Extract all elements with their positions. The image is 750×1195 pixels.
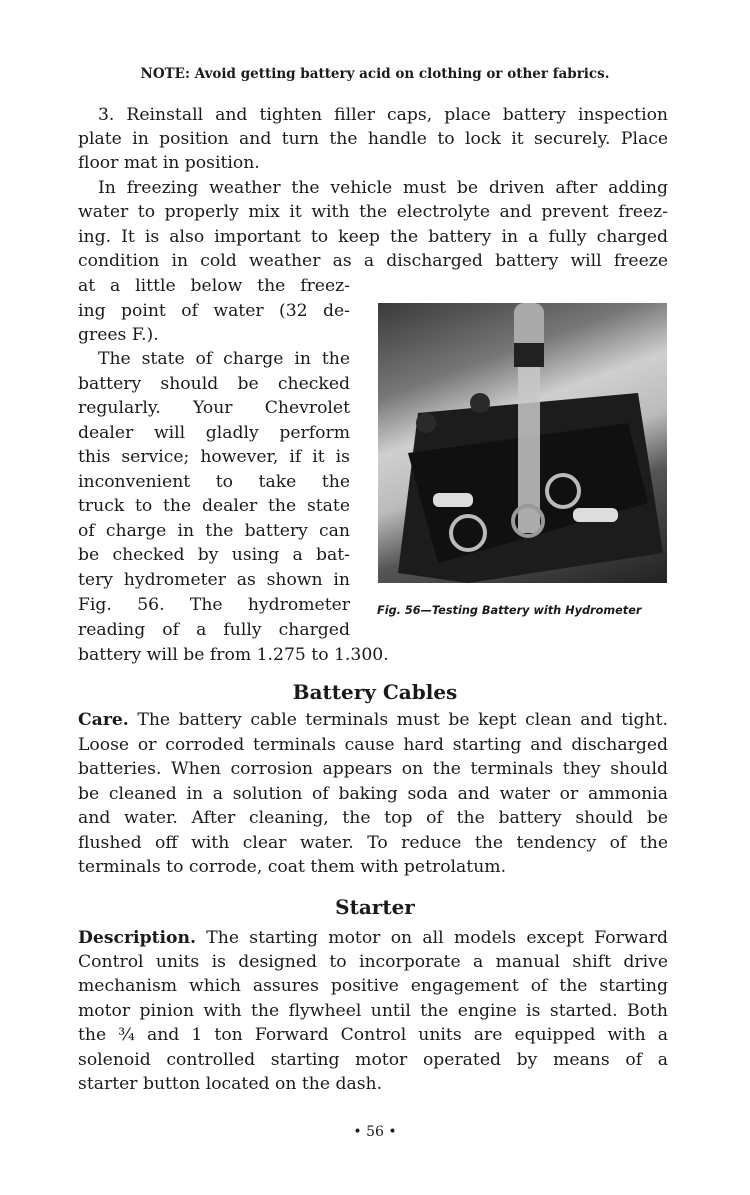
text-line — [78, 927, 668, 949]
hydrometer-photo — [378, 303, 667, 583]
text-line: solenoid controlled starting motor operated by means of a — [78, 1050, 668, 1070]
text-line: condition in cold weather as a discharged battery will freeze — [78, 251, 668, 271]
text-line: flushed off with clear water. To reduce the tendency of the — [78, 833, 668, 853]
text-line: dealer will gladly perform — [78, 423, 350, 443]
text-line: Fig. 56. The hydrometer — [78, 595, 350, 615]
text-line: grees F.). — [78, 325, 159, 345]
text-line: In freezing weather the vehicle must be driven after adding — [98, 178, 668, 198]
text-line: motor pinion with the flywheel until the engine is started. Both — [78, 1001, 668, 1021]
text-line: plate in position and turn the handle to lock it securely. Place — [78, 129, 668, 149]
text-line: floor mat in position. — [78, 153, 260, 173]
text-line: 3. Reinstall and tighten filler caps, place battery inspection — [98, 105, 668, 125]
text-line: Loose or corroded terminals cause hard starting and discharged — [78, 735, 668, 755]
text-line: starter button located on the dash. — [78, 1074, 383, 1094]
text-line: battery will be from 1.275 to 1.300. — [78, 645, 389, 665]
text-line: water to properly mix it with the electrolyte and prevent freez- — [78, 202, 668, 222]
text-line: batteries. When corrosion appears on the terminals they should — [78, 759, 668, 779]
run-in-heading: Care. — [78, 710, 129, 730]
text-line: terminals to corrode, coat them with petrolatum. — [78, 857, 507, 877]
text-line: battery should be checked — [78, 374, 350, 394]
text-line: truck to the dealer the state — [78, 496, 350, 516]
text-line: be cleaned in a solution of baking soda and water or ammonia — [78, 784, 668, 804]
text-line: regularly. Your Chevrolet — [78, 398, 350, 418]
text-span: The starting motor on all models except Forward — [196, 928, 668, 948]
text-line: at a little below the freez- — [78, 276, 350, 296]
text-line: The state of charge in the — [98, 349, 350, 369]
text-line: Control units is designed to incorporate a manual shift drive — [78, 952, 668, 972]
note: NOTE: Avoid getting battery acid on clothing or other fabrics. — [140, 66, 610, 82]
text-line: be checked by using a bat- — [78, 545, 350, 565]
page-number: • 56 • — [353, 1124, 397, 1140]
text-span: The battery cable terminals must be kept clean and tight. — [128, 710, 668, 730]
text-line: ing point of water (32 de- — [78, 301, 350, 321]
text-line: of charge in the battery can — [78, 521, 350, 541]
text-line: tery hydrometer as shown in — [78, 570, 350, 590]
text-line: ing. It is also important to keep the battery in a fully charged — [78, 227, 668, 247]
section-heading-battery-cables: Battery Cables — [292, 680, 458, 704]
text-line: the ¾ and 1 ton Forward Control units are equipped with a — [78, 1025, 668, 1045]
battery-photo-illustration — [378, 303, 667, 583]
text-line: this service; however, if it is — [78, 447, 350, 467]
text-line: inconvenient to take the — [78, 472, 350, 492]
text-line — [78, 709, 668, 731]
section-heading-starter: Starter — [335, 895, 415, 919]
text-line: reading of a fully charged — [78, 620, 350, 640]
text-line: and water. After cleaning, the top of the battery should be — [78, 808, 668, 828]
text-line: mechanism which assures positive engagement of the starting — [78, 976, 668, 996]
run-in-heading: Description. — [78, 928, 196, 948]
figure-caption: Fig. 56—Testing Battery with Hydrometer — [377, 604, 642, 617]
